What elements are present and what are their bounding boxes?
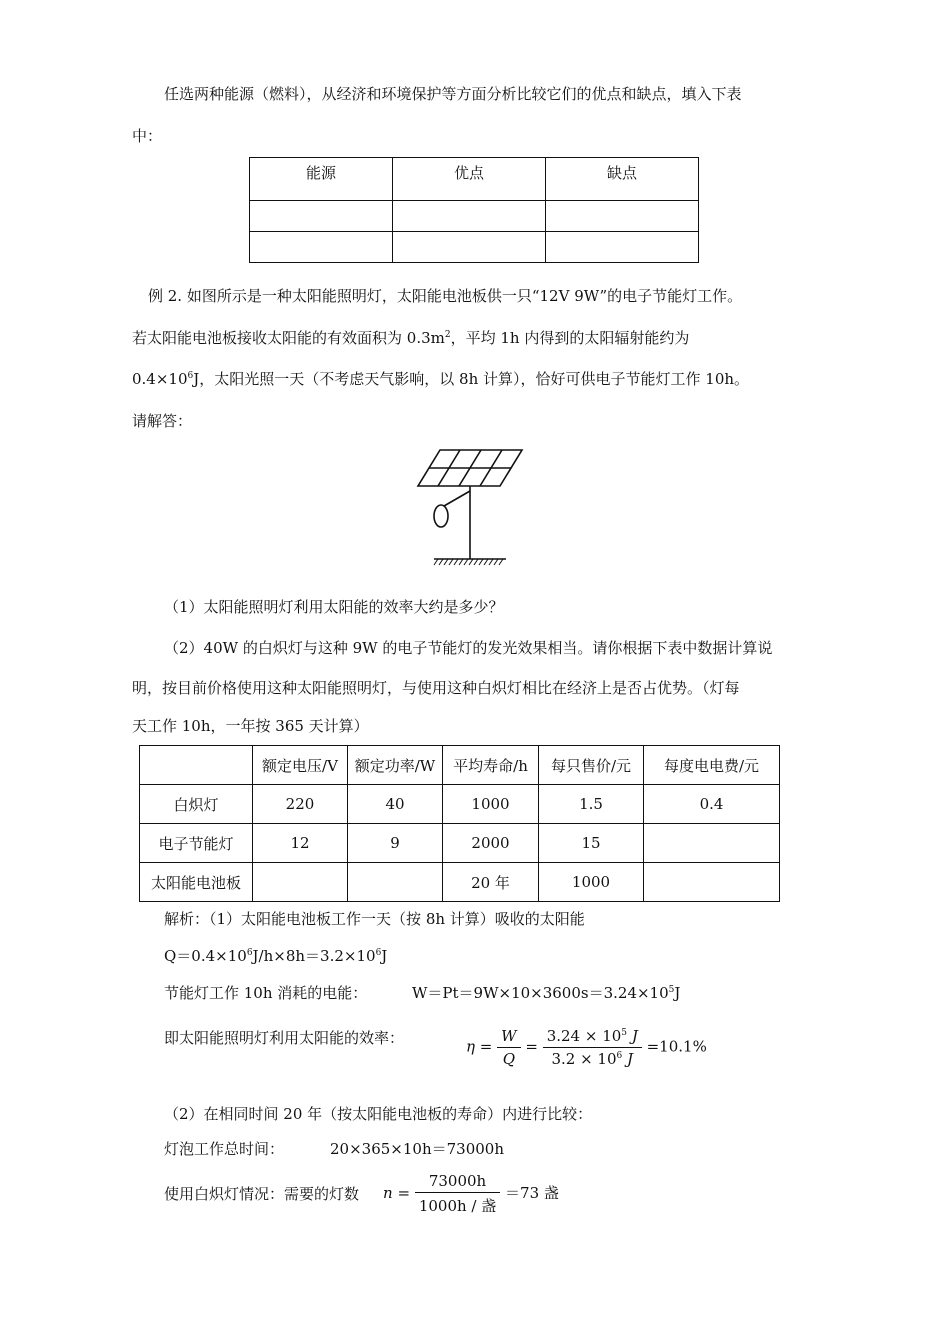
table-cell: 1.5: [539, 785, 644, 824]
example2-line-2a: 若太阳能电池板接收太阳能的有效面积为 0.3m: [132, 329, 445, 347]
blank-cell[interactable]: [250, 201, 393, 232]
question-2-line-2: 明，按目前价格使用这种太阳能照明灯，与使用这种白炽灯相比在经济上是否占优势。（灯每: [132, 679, 740, 697]
analysis-line-2: [164, 946, 387, 966]
n-symbol: n: [383, 1184, 393, 1202]
question-2-line-3: 天工作 10h，一年按 365 天计算）: [132, 717, 369, 735]
lamp-count-result: ＝73 盏: [505, 1184, 559, 1202]
blank-cell[interactable]: [250, 232, 393, 263]
intro-line-1: 任选两种能源（燃料），从经济和环境保护等方面分析比较它们的优点和缺点，填入下表: [164, 85, 742, 103]
table-row: [140, 824, 780, 863]
table-cell: [644, 824, 780, 863]
header-cell-energy: 能源: [250, 158, 393, 201]
lamp-data-table: [139, 745, 780, 902]
numerator-value: 3.24 × 10: [546, 1027, 622, 1045]
lamp-count-fraction: [415, 1172, 500, 1216]
header-cell-power: 额定功率/W: [348, 746, 443, 785]
table-cell: [644, 863, 780, 902]
table-row: [250, 158, 699, 201]
table-row: [250, 201, 699, 232]
solar-lamp-diagram: [410, 446, 530, 568]
analysis-line-3: [164, 983, 367, 1003]
table-row: [250, 232, 699, 263]
example2-line-3a: 0.4×10: [132, 370, 188, 388]
blank-cell[interactable]: [393, 232, 546, 263]
superscript: 6: [246, 948, 253, 958]
numerator-unit: J: [631, 1027, 638, 1045]
value-fraction: [543, 1027, 642, 1068]
w-over-q-fraction: [497, 1027, 520, 1068]
lamp-count-denominator: 1000h / 盏: [418, 1197, 497, 1215]
superscript: 6: [187, 371, 194, 381]
table-cell: 15: [539, 824, 644, 863]
example2-line-4: 请解答：: [132, 412, 193, 430]
table-row: [140, 785, 780, 824]
analysis-line-7: [164, 1184, 359, 1204]
superscript: 2: [444, 330, 451, 340]
equals-sign: =: [525, 1037, 538, 1056]
analysis-line-1: 解析：（1）太阳能电池板工作一天（按 8h 计算）吸收的太阳能: [164, 910, 585, 928]
superscript: 6: [616, 1051, 623, 1061]
table-cell: 9: [348, 824, 443, 863]
header-cell-price: 每只售价/元: [539, 746, 644, 785]
lamp-bulb: [434, 505, 448, 527]
header-cell-disadvantage: 缺点: [546, 158, 699, 201]
row-label: 太阳能电池板: [140, 863, 253, 902]
table-row: [140, 863, 780, 902]
intro-line-2: 中：: [132, 127, 163, 145]
example2-line-1: 例 2. 如图所示是一种太阳能照明灯，太阳能电池板供一只“12V 9W”的电子节能灯工作。: [148, 287, 743, 305]
analysis-line-2b: J/h×8h＝3.2×10: [252, 947, 376, 965]
analysis-line-3a: 节能灯工作 10h 消耗的电能：: [164, 984, 368, 1002]
blank-cell[interactable]: [546, 232, 699, 263]
header-cell-voltage: 额定电压/V: [253, 746, 348, 785]
ground-hatching: [434, 559, 503, 565]
table-cell: [253, 863, 348, 902]
header-cell-electricity-cost: 每度电电费/元: [644, 746, 780, 785]
analysis-line-7a: 使用白炽灯情况：需要的灯数: [164, 1185, 360, 1203]
table-cell: 1000: [539, 863, 644, 902]
table-cell: 220: [253, 785, 348, 824]
example2-line-3b: J，太阳光照一天（不考虑天气影响，以 8h 计算），恰好可供电子节能灯工作 10h。: [193, 370, 750, 388]
table-cell: 12: [253, 824, 348, 863]
analysis-line-6-value: 20×365×10h＝73000h: [330, 1140, 504, 1158]
analysis-line-3-formula: [412, 983, 680, 1003]
denominator-value: 3.2 × 10: [551, 1050, 617, 1068]
example2-line-3: [132, 369, 749, 389]
blank-cell[interactable]: [546, 201, 699, 232]
question-1: （1）太阳能照明灯利用太阳能的效率大约是多少？: [164, 598, 504, 616]
lamp-count-equation: [383, 1172, 559, 1216]
analysis-line-5: （2）在相同时间 20 年（按太阳能电池板的寿命）内进行比较：: [164, 1105, 593, 1123]
table-cell: 0.4: [644, 785, 780, 824]
eta-symbol: η: [466, 1037, 475, 1056]
value-denominator: [543, 1048, 642, 1068]
equals-sign: =: [397, 1184, 411, 1202]
blank-cell[interactable]: [393, 201, 546, 232]
example2-line-2b: ，平均 1h 内得到的太阳辐射能约为: [450, 329, 690, 347]
table-cell: 20 年: [443, 863, 539, 902]
superscript: 5: [621, 1028, 628, 1038]
table-cell: 40: [348, 785, 443, 824]
analysis-line-2c: J: [381, 947, 388, 965]
superscript: 6: [375, 948, 382, 958]
analysis-line-6-label: 灯泡工作总时间：: [164, 1140, 285, 1158]
question-2-line-1: （2）40W 的白炽灯与这种 9W 的电子节能灯的发光效果相当。请你根据下表中数据计算说: [164, 639, 773, 657]
table-cell: [348, 863, 443, 902]
value-numerator: [543, 1027, 642, 1048]
efficiency-equation: [466, 1027, 707, 1068]
header-cell-empty: [140, 746, 253, 785]
row-label: 白炽灯: [140, 785, 253, 824]
table-cell: 2000: [443, 824, 539, 863]
efficiency-result: =10.1%: [646, 1037, 707, 1056]
analysis-line-3c: J: [674, 984, 681, 1002]
header-cell-advantage: 优点: [393, 158, 546, 201]
header-cell-lifespan: 平均寿命/h: [443, 746, 539, 785]
analysis-line-4: 即太阳能照明灯利用太阳能的效率：: [164, 1029, 405, 1047]
table-row: [140, 746, 780, 785]
lamp-arm: [444, 491, 470, 506]
analysis-line-3b: W＝Pt＝9W×10×3600s＝3.24×10: [412, 984, 669, 1002]
denominator-q: Q: [502, 1050, 515, 1068]
row-label: 电子节能灯: [140, 824, 253, 863]
denominator-unit: J: [627, 1050, 634, 1068]
lamp-count-numerator: 73000h: [415, 1172, 500, 1193]
analysis-line-2a: Q＝0.4×10: [164, 947, 247, 965]
superscript: 5: [668, 985, 675, 995]
energy-comparison-table: [249, 157, 699, 263]
numerator-w: W: [497, 1027, 520, 1048]
example2-line-2: [132, 328, 689, 348]
table-cell: 1000: [443, 785, 539, 824]
equals-sign: =: [479, 1037, 493, 1056]
